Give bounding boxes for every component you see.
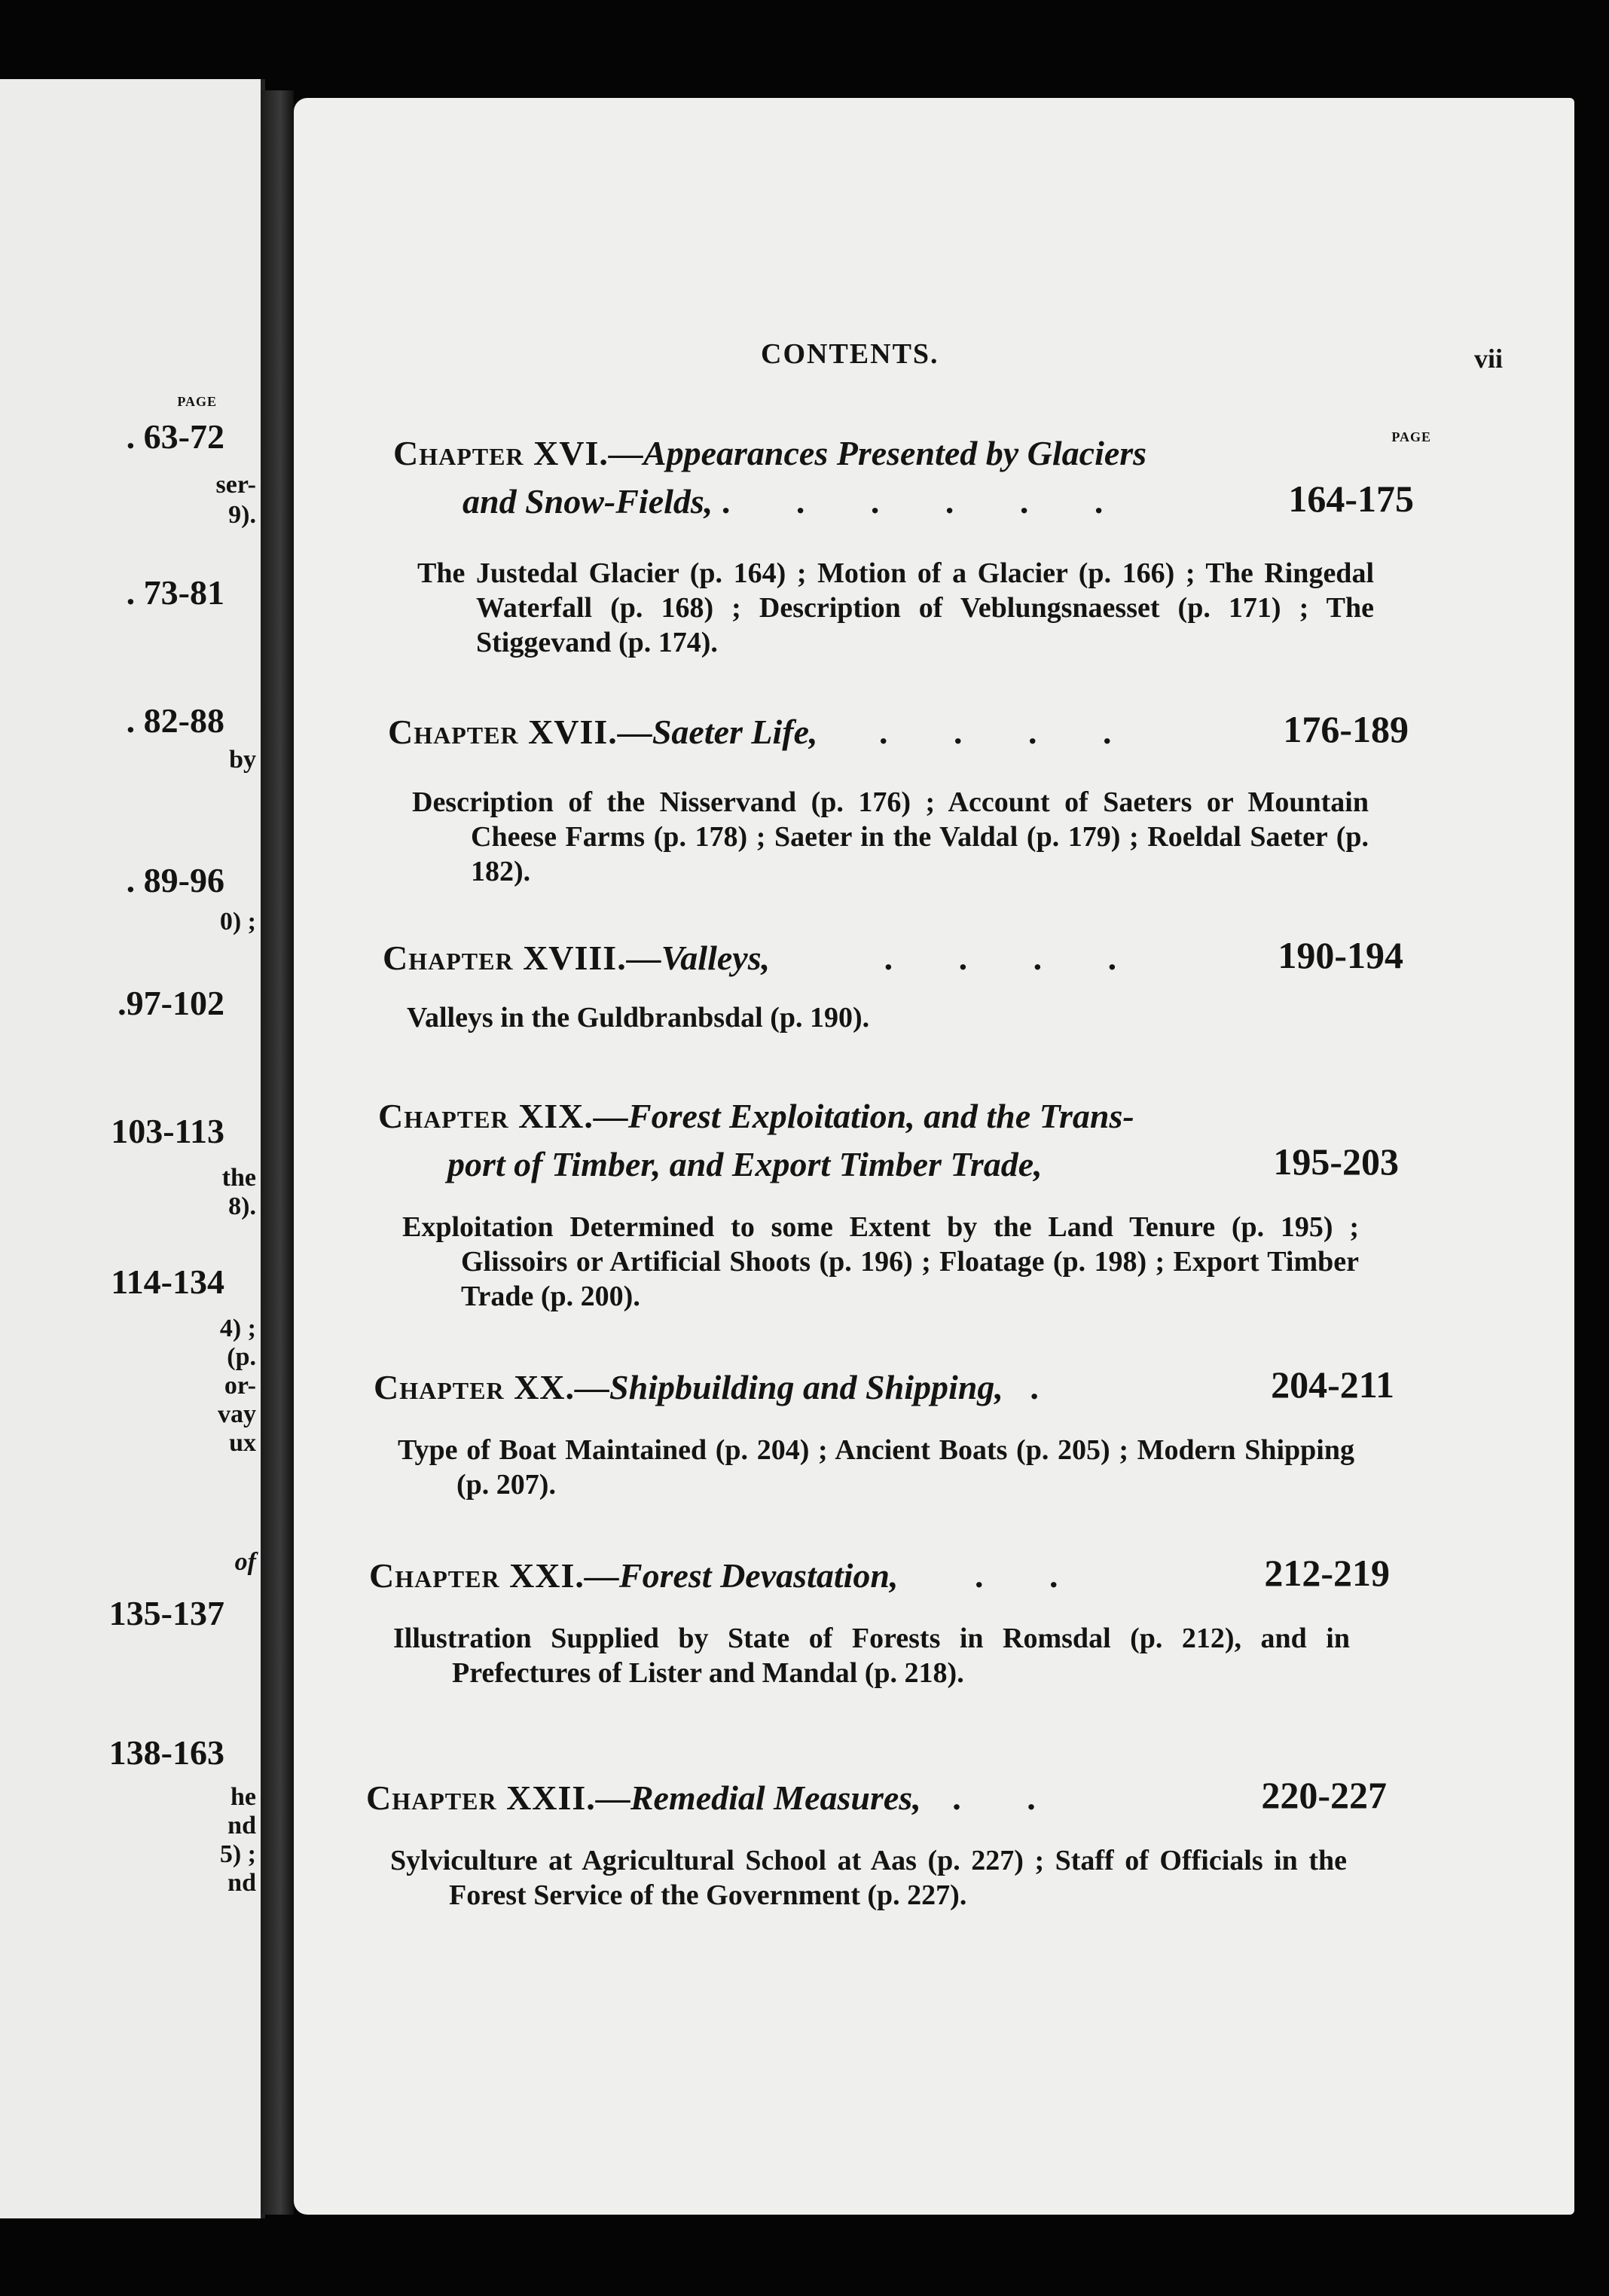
dot-leader: . . . . [884, 939, 1146, 977]
chapter-title: —Saeter Life, [617, 713, 818, 751]
left-page-range: . 89-96 [126, 861, 224, 899]
left-page-range: . 63-72 [126, 417, 224, 456]
book-gutter [261, 90, 294, 2215]
left-fragment: 9). [228, 501, 256, 529]
left-fragment: nd [227, 1812, 256, 1840]
chapter-summary-text: Exploitation Determined to some Extent by the Land Tenure (p. 195) ; Glissoirs or Artificial Shoots (p. 196) ; Floatage (p. 198) ; Export Timber Trade (p. 200). [402, 1211, 1359, 1312]
left-fragment: 0) ; [219, 908, 256, 936]
chapter-summary [366, 1843, 1353, 1913]
left-page-range: 103-113 [111, 1112, 224, 1150]
chapter-page-range: 220-227 [1261, 1774, 1387, 1816]
left-fragment: vay [218, 1400, 256, 1428]
chapter-number: Chapter XXII. [366, 1778, 596, 1817]
chapter-number: Chapter XVII. [388, 713, 618, 751]
dot-leader: . . [952, 1778, 1064, 1817]
left-fragment: the [221, 1164, 256, 1192]
left-fragment: ux [229, 1429, 256, 1457]
chapter-heading [369, 1552, 1390, 1600]
left-fragment: ser- [215, 471, 256, 499]
chapter-entry [383, 934, 1403, 1035]
left-page-label: PAGE [177, 394, 217, 409]
chapter-summary-text: The Justedal Glacier (p. 164) ; Motion of a Glacier (p. 166) ; The Ringedal Waterfall (p. 168) ; Description of Veblungsnaesset (p. 171) ; The Stiggevand (p. 174). [417, 557, 1374, 658]
chapter-heading [378, 1092, 1365, 1140]
chapter-heading [366, 1774, 1387, 1822]
chapter-number: Chapter XXI. [369, 1556, 585, 1595]
chapter-heading-line [378, 1140, 1399, 1189]
chapter-summary-text: Valleys in the Guldbranbsdal (p. 190). [407, 1002, 870, 1034]
chapter-summary-text: Sylviculture at Agricultural School at Aas (p. 227) ; Staff of Officials in the Forest Service of the Government (p. 227). [390, 1845, 1347, 1911]
chapter-number: Chapter XX. [374, 1368, 576, 1406]
chapter-summary [393, 556, 1380, 660]
left-fragment: 8). [228, 1192, 256, 1220]
chapter-title: —Shipbuilding and Shipping, [575, 1368, 1003, 1406]
chapter-title: —Appearances Presented by Glaciers [608, 434, 1147, 472]
left-page-range: 114-134 [111, 1262, 224, 1301]
left-page-range: . 73-81 [126, 573, 224, 612]
dot-leader: . . . . [879, 713, 1140, 751]
chapter-entry [388, 708, 1409, 889]
chapter-summary-text: Type of Boat Maintained (p. 204) ; Ancient Boats (p. 205) ; Modern Shipping (p. 207). [398, 1434, 1354, 1501]
left-page-range: 138-163 [108, 1733, 224, 1772]
chapter-summary [369, 1621, 1356, 1690]
chapter-summary [378, 1210, 1365, 1314]
chapter-number: Chapter XVIII. [383, 939, 627, 977]
chapter-title: —Valleys, [626, 939, 771, 977]
chapter-number: Chapter XIX. [378, 1097, 594, 1135]
chapter-heading [388, 708, 1409, 756]
chapter-page-range: 195-203 [1273, 1140, 1399, 1183]
chapter-entry [369, 1552, 1390, 1690]
chapter-page-range: 212-219 [1264, 1552, 1390, 1594]
left-facing-page [0, 79, 265, 2218]
left-fragment: of [234, 1548, 256, 1576]
left-fragment: or- [224, 1372, 256, 1400]
chapter-summary [374, 1433, 1360, 1502]
page-column-label: PAGE [1391, 429, 1431, 444]
chapter-summary [383, 1000, 1369, 1035]
left-page-range: .97-102 [118, 984, 224, 1022]
page-number: vii [1473, 343, 1503, 374]
chapter-heading [383, 934, 1403, 982]
chapter-number: Chapter XVI. [393, 434, 609, 472]
chapter-title: —Forest Devastation, [584, 1556, 899, 1595]
chapter-heading-line [393, 478, 1414, 526]
left-page-range: 135-137 [108, 1594, 224, 1632]
chapter-page-range: 190-194 [1278, 934, 1403, 976]
left-fragment: 4) ; [219, 1314, 256, 1342]
left-fragment: nd [227, 1869, 256, 1897]
dot-leader: . . [974, 1556, 1087, 1595]
dot-leader: . . . . . . [721, 482, 1132, 521]
chapter-title: port of Timber, and Export Timber Trade, [447, 1145, 1043, 1183]
left-fragment: he [231, 1783, 256, 1811]
chapter-summary-text: Illustration Supplied by State of Forests in Romsdal (p. 212), and in Prefectures of Lister and Mandal (p. 218). [393, 1623, 1350, 1689]
chapter-page-range: 176-189 [1283, 708, 1409, 750]
running-title: CONTENTS. [761, 338, 939, 370]
chapter-heading [374, 1363, 1394, 1412]
chapter-title: —Remedial Measures, [595, 1778, 921, 1817]
chapter-page-range: 164-175 [1288, 478, 1414, 520]
left-page-range: . 82-88 [126, 701, 224, 740]
left-fragment: 5) ; [219, 1840, 256, 1868]
chapter-entry [378, 1092, 1399, 1314]
chapter-summary [388, 785, 1375, 889]
dot-leader: . [1030, 1368, 1067, 1406]
chapter-title: —Forest Exploitation, and the Trans- [593, 1097, 1134, 1135]
chapter-entry [366, 1774, 1387, 1913]
contents-page [294, 98, 1574, 2215]
chapter-summary-text: Description of the Nisservand (p. 176) ; Account of Saeters or Mountain Cheese Farms (p. 178) ; Saeter in the Valdal (p. 179) ; Roeldal Saeter (p. 182). [412, 786, 1369, 887]
chapter-heading [393, 429, 1380, 478]
chapter-entry [374, 1363, 1394, 1502]
chapter-page-range: 204-211 [1271, 1363, 1394, 1406]
left-fragment: (p. [227, 1343, 256, 1371]
chapter-title: and Snow-Fields, [463, 482, 713, 521]
left-fragment: by [229, 746, 256, 774]
